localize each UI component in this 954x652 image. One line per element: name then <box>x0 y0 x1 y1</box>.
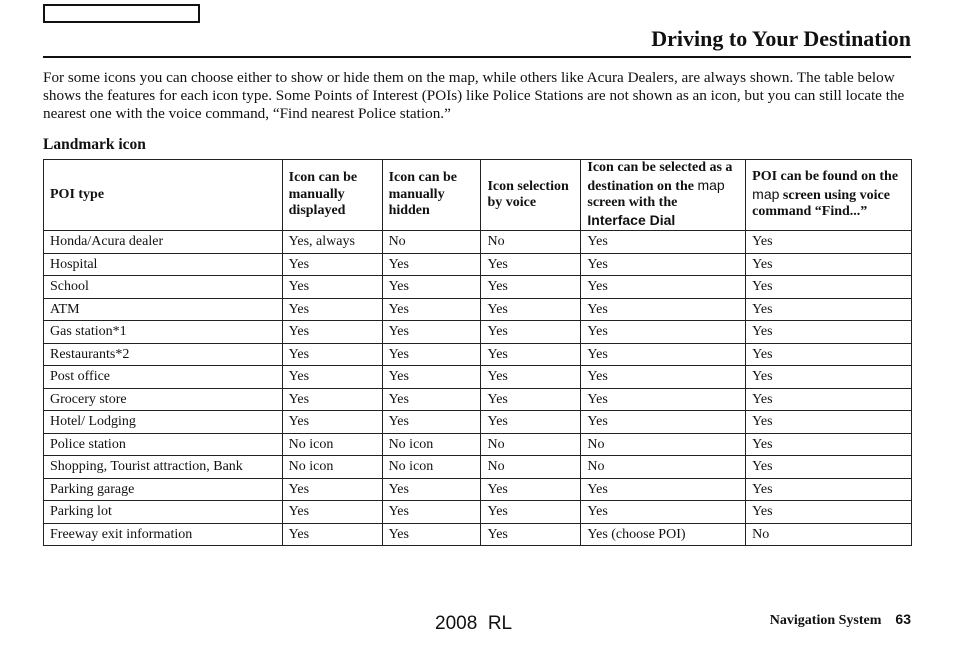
cell-destination: Yes <box>581 501 746 524</box>
cell-voice: Yes <box>481 298 581 321</box>
header-manually-hidden: Icon can be manually hidden <box>382 160 481 231</box>
cell-found: Yes <box>746 478 912 501</box>
cell-poi-type: Honda/Acura dealer <box>44 231 283 254</box>
cell-found: Yes <box>746 343 912 366</box>
table-row <box>44 478 912 501</box>
cell-displayed: Yes <box>282 501 382 524</box>
cell-destination: No <box>581 433 746 456</box>
cell-hidden: Yes <box>382 343 481 366</box>
page-number: 63 <box>895 611 911 627</box>
cell-destination: No <box>581 456 746 479</box>
cell-found: Yes <box>746 366 912 389</box>
cell-voice: Yes <box>481 501 581 524</box>
cell-hidden: Yes <box>382 253 481 276</box>
cell-hidden: Yes <box>382 523 481 546</box>
cell-voice: Yes <box>481 343 581 366</box>
cell-found: Yes <box>746 501 912 524</box>
table-row <box>44 253 912 276</box>
cell-voice: Yes <box>481 366 581 389</box>
cell-poi-type: Post office <box>44 366 283 389</box>
intro-paragraph: For some icons you can choose either to show or hide them on the map, while others like Acura Dealers, are always shown. The table below shows the features for each icon type. Some Points of Interest (POIs) like Police Stations are not shown as an icon, but you can still locate the nearest one with the voice command, “Find nearest Police station.” <box>43 69 905 122</box>
cell-displayed: Yes <box>282 523 382 546</box>
cell-hidden: Yes <box>382 321 481 344</box>
cell-poi-type: Hospital <box>44 253 283 276</box>
cell-found: Yes <box>746 411 912 434</box>
header-text: POI can be found on the <box>752 169 899 185</box>
header-poi-type: POI type <box>44 160 283 231</box>
cell-poi-type: School <box>44 276 283 299</box>
cell-hidden: No icon <box>382 456 481 479</box>
cell-voice: Yes <box>481 411 581 434</box>
cell-destination: Yes <box>581 478 746 501</box>
table-row <box>44 411 912 434</box>
map-screen-label: map <box>752 185 780 202</box>
landmark-icon-table <box>43 159 912 546</box>
cell-displayed: Yes <box>282 276 382 299</box>
cell-destination: Yes <box>581 321 746 344</box>
cell-displayed: Yes <box>282 411 382 434</box>
interface-dial-label: Interface Dial <box>587 211 676 228</box>
cell-voice: No <box>481 231 581 254</box>
cell-destination: Yes <box>581 343 746 366</box>
cell-poi-type: Police station <box>44 433 283 456</box>
table-row <box>44 231 912 254</box>
section-label: Navigation System <box>769 613 882 628</box>
table-header-row <box>44 160 912 231</box>
table-body <box>44 231 912 546</box>
cell-voice: No <box>481 433 581 456</box>
cell-voice: No <box>481 456 581 479</box>
header-selection-by-voice: Icon selection by voice <box>481 160 581 231</box>
table-row <box>44 276 912 299</box>
cell-displayed: Yes <box>282 253 382 276</box>
cell-hidden: Yes <box>382 411 481 434</box>
table-row <box>44 523 912 546</box>
cell-destination: Yes <box>581 366 746 389</box>
table-row <box>44 388 912 411</box>
cell-poi-type: Restaurants*2 <box>44 343 283 366</box>
cell-displayed: Yes <box>282 388 382 411</box>
cell-poi-type: Grocery store <box>44 388 283 411</box>
cell-hidden: Yes <box>382 478 481 501</box>
cell-poi-type: Gas station*1 <box>44 321 283 344</box>
table-row <box>44 501 912 524</box>
cell-voice: Yes <box>481 478 581 501</box>
cell-poi-type: Shopping, Tourist attraction, Bank <box>44 456 283 479</box>
cell-displayed: No icon <box>282 433 382 456</box>
table-row <box>44 343 912 366</box>
cell-destination: Yes <box>581 298 746 321</box>
header-box <box>43 4 200 23</box>
cell-destination: Yes <box>581 276 746 299</box>
model-label: 2008 RL <box>435 613 513 634</box>
header-selectable-destination <box>581 160 746 231</box>
cell-displayed: Yes <box>282 366 382 389</box>
cell-destination: Yes (choose POI) <box>581 523 746 546</box>
cell-displayed: Yes <box>282 343 382 366</box>
cell-found: Yes <box>746 231 912 254</box>
cell-hidden: No icon <box>382 433 481 456</box>
table-row <box>44 298 912 321</box>
footer-section <box>770 611 911 629</box>
cell-displayed: Yes <box>282 298 382 321</box>
cell-displayed: Yes <box>282 478 382 501</box>
cell-displayed: Yes <box>282 321 382 344</box>
cell-voice: Yes <box>481 523 581 546</box>
cell-poi-type: ATM <box>44 298 283 321</box>
cell-destination: Yes <box>581 411 746 434</box>
section-heading: Landmark icon <box>43 136 146 153</box>
cell-destination: Yes <box>581 388 746 411</box>
page-title: Driving to Your Destination <box>651 26 911 51</box>
cell-poi-type: Parking lot <box>44 501 283 524</box>
cell-found: Yes <box>746 433 912 456</box>
cell-found: Yes <box>746 298 912 321</box>
cell-hidden: Yes <box>382 366 481 389</box>
cell-hidden: Yes <box>382 501 481 524</box>
cell-found: Yes <box>746 456 912 479</box>
header-text: Icon can be selected as a destination on the <box>587 160 733 194</box>
cell-voice: Yes <box>481 253 581 276</box>
cell-found: No <box>746 523 912 546</box>
cell-poi-type: Parking garage <box>44 478 283 501</box>
table-row <box>44 321 912 344</box>
cell-hidden: Yes <box>382 298 481 321</box>
cell-displayed: Yes, always <box>282 231 382 254</box>
header-divider <box>43 56 911 58</box>
cell-destination: Yes <box>581 253 746 276</box>
cell-voice: Yes <box>481 276 581 299</box>
cell-destination: Yes <box>581 231 746 254</box>
cell-found: Yes <box>746 321 912 344</box>
cell-poi-type: Hotel/ Lodging <box>44 411 283 434</box>
cell-found: Yes <box>746 253 912 276</box>
cell-displayed: No icon <box>282 456 382 479</box>
header-manually-displayed: Icon can be manually displayed <box>282 160 382 231</box>
table-row <box>44 456 912 479</box>
cell-voice: Yes <box>481 388 581 411</box>
map-screen-label: map <box>697 176 725 193</box>
cell-hidden: Yes <box>382 388 481 411</box>
table-row <box>44 433 912 456</box>
cell-found: Yes <box>746 388 912 411</box>
header-text: screen using voice command “Find...” <box>752 187 890 220</box>
cell-hidden: No <box>382 231 481 254</box>
cell-poi-type: Freeway exit information <box>44 523 283 546</box>
cell-voice: Yes <box>481 321 581 344</box>
header-text: screen with the <box>587 195 678 210</box>
header-found-by-voice <box>746 160 912 231</box>
table-row <box>44 366 912 389</box>
cell-hidden: Yes <box>382 276 481 299</box>
cell-found: Yes <box>746 276 912 299</box>
